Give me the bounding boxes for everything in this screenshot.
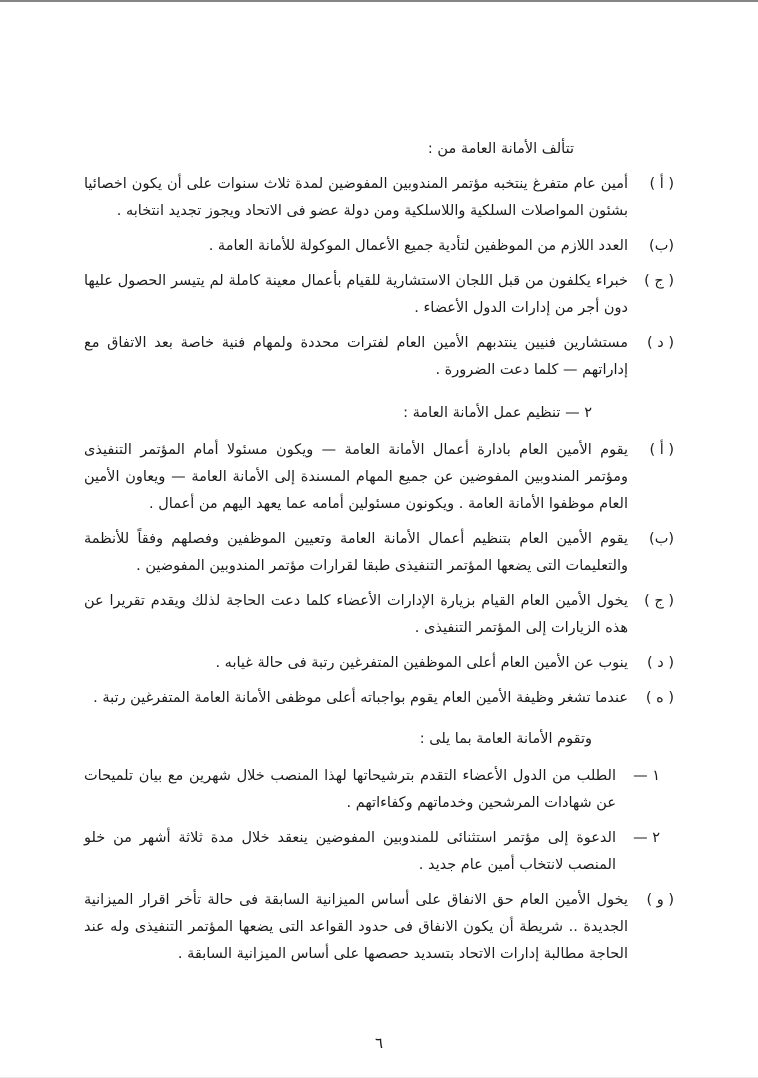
item-marker: ( ج ) [644,273,674,289]
item-text: أمين عام متفرغ ينتخبه مؤتمر المندوبين المفوضين لمدة ثلاث سنوات على أن يكون اخصائيا بشئون المواصلات السلكية واللاسلكية ومن دولة عضو فى الاتحاد ويجوز تجديد انتخابه . [84,176,628,219]
item-marker: ٢ — [633,830,660,846]
composition-item-b [84,233,674,260]
item-text: العدد اللازم من الموظفين لتأدية جميع الأعمال الموكولة للأمانة العامة . [208,238,628,254]
duties-item-1 [84,763,674,817]
composition-intro: تتألف الأمانة العامة من : [427,141,574,157]
item-text: الطلب من الدول الأعضاء التقدم بترشيحاتها لهذا المنصب خلال شهرين مع بيان تلميحات عن شهادات المرشحين وخدماتهم وكفاءاتهم . [84,768,616,811]
organization-item-b [84,526,674,580]
item-text: عندما تشغر وظيفة الأمين العام يقوم بواجباته أعلى موظفى الأمانة العامة المتفرغين رتبة . [93,690,628,706]
page-number: ٦ [374,1034,384,1052]
scan-edge [0,0,758,2]
item-text: يقوم الأمين العام بتنظيم أعمال الأمانة العامة وتعيين الموظفين وفصلهم وفقاً للأنظمة والتعليمات التى يضعها المؤتمر التنفيذى طبقا لقرارات مؤتمر المندوبين المفوضين . [84,531,628,574]
item-text: يخول الأمين العام القيام بزيارة الإدارات الأعضاء كلما دعت الحاجة لذلك ويقدم تقريرا عن هذه الزيارات إلى المؤتمر التنفيذى . [84,593,628,636]
composition-item-j [84,268,674,322]
item-marker: ١ — [633,768,660,784]
organization-item-h [84,685,674,712]
item-text: مستشارين فنيين ينتدبهم الأمين العام لفترات محددة ولمهام فنية خاصة بعد الاتفاق مع إداراتهم — كلما دعت الضرورة . [84,335,628,378]
item-marker: (ب) [649,238,674,254]
item-marker: ( ه ) [645,690,674,706]
item-marker: ( د ) [647,335,674,351]
composition-item-d [84,330,674,384]
section2-heading: ٢ — تنظيم عمل الأمانة العامة : [403,405,592,421]
item-marker: (ب) [649,531,674,547]
item-text: خبراء يكلفون من قبل اللجان الاستشارية للقيام بأعمال معينة كاملة لم يتيسر الحصول عليها دون أجر من إدارات الدول الأعضاء . [84,273,628,316]
organization-item-j [84,588,674,642]
item-marker: ( ج ) [644,593,674,609]
item-text: الدعوة إلى مؤتمر استثنائى للمندوبين المفوضين ينعقد خلال مدة ثلاثة أشهر من خلو المنصب لانتخاب أمين عام جديد . [84,830,616,873]
item-text: يخول الأمين العام حق الانفاق على أساس الميزانية السابقة فى حالة تأخر اقرار الميزانية الجديدة .. شريطة أن يكون الانفاق فى حدود القواعد التى يضعها المؤتمر التنفيذى وله عند الحاجة مطالبة إدارات الاتحاد بتسديد حصصها على أساس الميزانية السابقة . [84,892,628,962]
item-text: يقوم الأمين العام بادارة أعمال الأمانة العامة — ويكون مسئولا أمام المؤتمر التنفيذى ومؤتمر المندوبين المفوضين عن جميع المهام المسندة إلى الأمانة العامة — ويعاون الأمين العام موظفوا الأمانة العامة . ويكونون مسئولين أمامه عما يعهد اليهم من أعمال . [84,442,628,512]
composition-item-a [84,171,674,225]
item-marker: ( و ) [646,892,674,908]
item-marker: ( أ ) [649,442,674,458]
final-item-w [84,887,674,968]
duties-intro: وتقوم الأمانة العامة بما يلى : [419,731,592,747]
duties-item-2 [84,825,674,879]
item-marker: ( د ) [647,655,674,671]
organization-item-d [84,650,674,677]
organization-item-a [84,437,674,518]
item-marker: ( أ ) [649,176,674,192]
item-text: ينوب عن الأمين العام أعلى الموظفين المتفرغين رتبة فى حالة غيابه . [215,655,628,671]
document-body [84,136,674,976]
